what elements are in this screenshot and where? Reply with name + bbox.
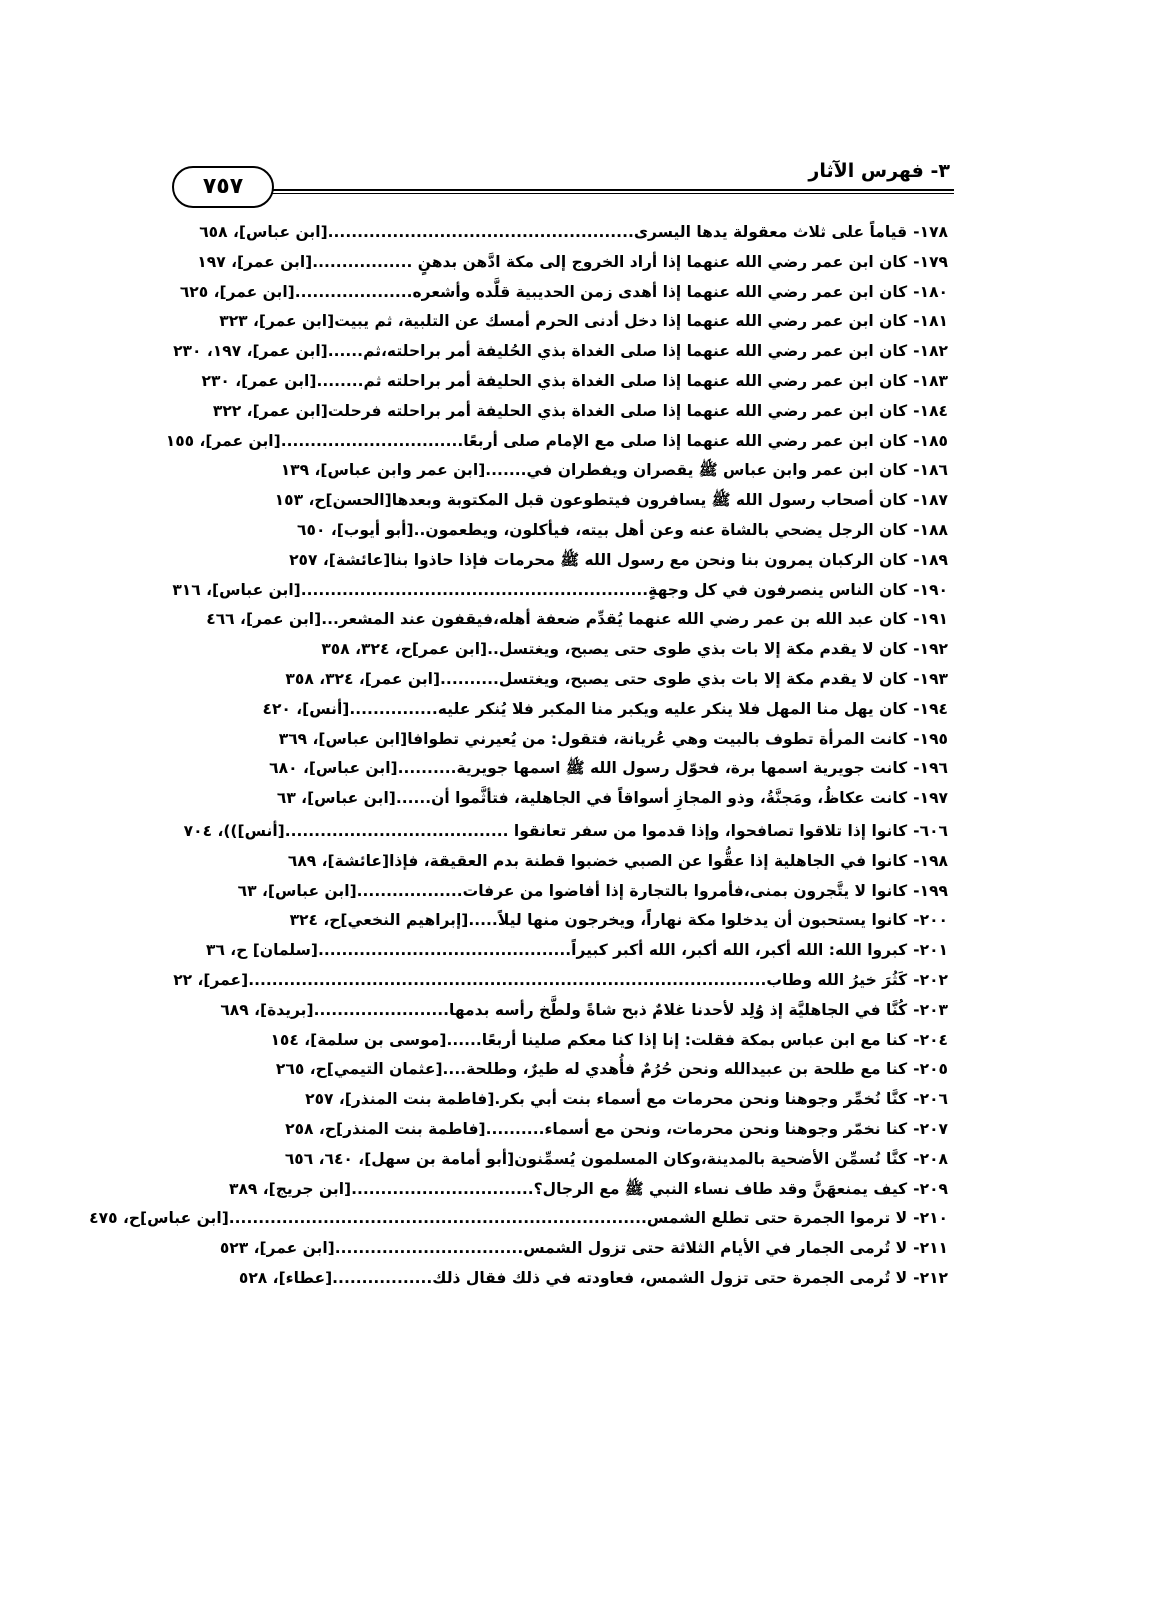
index-entry xyxy=(186,936,948,966)
entry-number: ٢١٢- xyxy=(913,1268,948,1287)
entry-number: ٢٠٣- xyxy=(913,1000,948,1019)
entry-number: ١٨٠- xyxy=(913,282,948,301)
index-entry xyxy=(186,1055,948,1085)
entry-reference: [بريدة]، ٦٨٩ xyxy=(220,1000,314,1019)
entry-text: كان ابن عمر رضي الله عنهما إذا أراد الخروج إلى مكة ادَّهن بدهنٍ ................. xyxy=(312,252,908,271)
entry-reference: [عطاء]، ٥٢٨ xyxy=(238,1268,333,1287)
entry-reference: [ابن عمر]، ٣٢٤، ٣٥٨ xyxy=(285,669,441,688)
entry-reference: [الحسن]ح، ١٥٣ xyxy=(274,491,392,510)
index-entry xyxy=(186,218,948,248)
section-title: ٣- فهرس الآثار xyxy=(808,160,950,182)
header-rule xyxy=(260,189,954,194)
index-entry xyxy=(186,847,948,877)
entry-number: ١٨٣- xyxy=(913,371,948,390)
entry-number: ٢٠١- xyxy=(913,941,948,960)
entry-number: ١٩٠- xyxy=(913,580,948,599)
entry-reference: [ابن عباس]، ٣٦٩ xyxy=(278,729,408,748)
entry-text: كان ابن عمر وابن عباس ﷺ يقصران ويفطران في....... xyxy=(485,461,908,480)
index-entry xyxy=(186,307,948,337)
entry-number: ١٩٧- xyxy=(913,789,948,808)
index-entry xyxy=(186,725,948,755)
entry-reference: [أنس]، ٤٢٠ xyxy=(262,699,350,718)
index-entry xyxy=(186,695,948,725)
entry-number: ٢١٠- xyxy=(913,1209,948,1228)
entry-reference: [ابن عباس]، ٦٣ xyxy=(237,881,357,900)
entry-reference: [سلمان] ح، ٣٦ xyxy=(205,941,318,960)
entry-text: كان الرجل يضحي بالشاة عنه وعن أهل بيته، فيأكلون، ويطعمون.. xyxy=(413,520,908,539)
entry-reference: [ابن عمر]، ١٩٧، ٢٣٠ xyxy=(173,342,328,361)
entry-text: كنا مع ابن عباس بمكة فقلت: إنا إذا كنا معكم صلينا أربعًا...... xyxy=(446,1030,908,1049)
index-entry xyxy=(186,1085,948,1115)
index-entry xyxy=(186,1264,948,1294)
index-entry xyxy=(173,337,948,367)
index-entry xyxy=(183,817,948,847)
entry-number: ٢١١- xyxy=(913,1239,948,1258)
index-entry xyxy=(186,1175,948,1205)
entry-number: ١٨٦- xyxy=(913,461,948,480)
entry-text: كان ابن عمر رضي الله عنهما إذا صلى الغداة بذي الحُليفة أمر براحلته،ثم...... xyxy=(327,342,908,361)
entry-text: لا ترموا الجمرة حتى تطلع الشمس....................................................................... xyxy=(228,1209,908,1228)
entry-number: ٢٠٦- xyxy=(913,1090,948,1109)
index-entry xyxy=(186,784,948,814)
entry-text: لا تُرمى الجمار في الأيام الثلاثة حتى تزول الشمس................................ xyxy=(334,1239,908,1258)
entry-text: كُنَّا في الجاهليَّة إذ وُلِد لأحدنا غلامٌ ذبح شاةً ولطَّخ رأسه بدمها....................... xyxy=(313,1000,908,1019)
entry-number: ١٨٨- xyxy=(913,520,948,539)
entry-text: كان عبد الله بن عمر رضي الله عنهما يُقدِّم ضعفة أهله،فيقفون عند المشعر... xyxy=(321,610,908,629)
index-entry xyxy=(186,1234,948,1264)
entry-number: ٦٠٦- xyxy=(913,821,948,840)
index-entry xyxy=(172,576,948,606)
index-entry xyxy=(186,1115,948,1145)
entry-number: ١٩١- xyxy=(913,610,948,629)
page-number: ٧٥٧ xyxy=(172,166,274,208)
entry-text: كنا مع طلحة بن عبيدالله ونحن حُرُمٌ فأُهدي له طيرٌ، وطلحة.... xyxy=(442,1060,908,1079)
index-entry xyxy=(89,1204,948,1234)
entry-text: كانت المرأة تطوف بالبيت وهي عُريانة، فتقول: من يُعيرني تطوافا xyxy=(407,729,908,748)
entry-reference: [ابن عمر]، ١٥٥ xyxy=(165,431,281,450)
index-entry xyxy=(186,605,948,635)
entry-text: كان ابن عمر رضي الله عنهما إذا صلى الغداة بذي الحليفة أمر براحلته ثم........ xyxy=(316,371,908,390)
index-entry xyxy=(186,877,948,907)
entry-reference: [عائشة]، ٢٥٧ xyxy=(289,550,391,569)
entry-reference: [ابن جريج]، ٣٨٩ xyxy=(228,1179,352,1198)
entry-reference: [ابن عمر]، ٣٢٢ xyxy=(212,401,328,420)
entry-text: لا تُرمى الجمرة حتى تزول الشمس، فعاودته في ذلك فقال ذلك................. xyxy=(332,1268,908,1287)
entry-number: ١٧٨- xyxy=(913,223,948,241)
entry-reference: [أبو أمامة بن سهل]، ٦٤٠، ٦٥٦ xyxy=(284,1149,515,1168)
athar-index-list xyxy=(89,218,948,1418)
entry-number: ١٨١- xyxy=(913,312,948,331)
entry-reference: [فاطمة بنت المنذر]، ٢٥٧ xyxy=(305,1090,495,1109)
entry-text: كنا نخمّر وجوهنا ونحن محرمات، ونحن مع أسماء.......... xyxy=(485,1119,908,1138)
entry-number: ١٩٤- xyxy=(913,699,948,718)
entry-number: ٢٠٠- xyxy=(913,911,948,930)
entry-number: ٢٠٨- xyxy=(913,1149,948,1168)
entry-text: كان أصحاب رسول الله ﷺ يسافرون فيتطوعون قبل المكتوبة وبعدها xyxy=(391,491,908,510)
index-entry xyxy=(186,635,948,665)
entry-number: ١٨٢- xyxy=(913,342,948,361)
entry-text: كنَّا نُسمِّن الأضحية بالمدينة،وكان المسلمون يُسمِّنون xyxy=(514,1149,908,1168)
entry-reference: [أنس]))، ٧٠٤ xyxy=(183,821,285,840)
entry-number: ١٩٨- xyxy=(913,851,948,870)
entry-text: كانوا يستحبون أن يدخلوا مكة نهاراً، ويخرجون منها ليلاً..... xyxy=(468,911,908,930)
index-entry xyxy=(165,427,948,457)
entry-number: ١٧٩- xyxy=(913,252,948,271)
entry-reference: [ابن عباس]، ٦٥٨ xyxy=(199,223,328,241)
entry-number: ١٩٥- xyxy=(913,729,948,748)
index-entry xyxy=(186,754,948,784)
entry-number: ٢٠٤- xyxy=(913,1030,948,1049)
entry-reference: [ابن عمر]، ٦٢٥ xyxy=(179,282,295,301)
entry-reference: [موسى بن سلمة]، ١٥٤ xyxy=(270,1030,447,1049)
entry-text: كان ابن عمر رضي الله عنهما إذا صلى الغداة بذي الحليفة أمر براحلته فرحلت xyxy=(327,401,908,420)
entry-text: كانوا في الجاهلية إذا عقُّوا عن الصبي خضبوا قطنة بدم العقيقة، فإذا xyxy=(389,851,908,870)
entry-reference: [ابن عباس]، ٦٣ xyxy=(276,789,396,808)
entry-reference: [أبو أيوب]، ٦٥٠ xyxy=(297,520,414,539)
entry-number: ١٩٢- xyxy=(913,640,948,659)
entry-text: كان ابن عمر رضي الله عنهما إذا دخل أدنى الحرم أمسك عن التلبية، ثم يبيت xyxy=(334,312,908,331)
entry-number: ٢٠٢- xyxy=(913,970,948,989)
entry-text: قياماً على ثلاث معقولة يدها اليسرى.................................................... xyxy=(327,223,908,241)
entry-reference: [عمر]، ٢٢ xyxy=(173,970,249,989)
index-entry xyxy=(186,665,948,695)
entry-reference: [ابن عباس]ح، ٤٧٥ xyxy=(89,1209,229,1228)
entry-reference: [ابن عباس]، ٣١٦ xyxy=(172,580,301,599)
entry-number: ١٩٩- xyxy=(913,881,948,900)
entry-reference: [ابن عمر]، ٥٢٣ xyxy=(219,1239,335,1258)
index-entry xyxy=(186,546,948,576)
entry-reference: [عثمان التيمي]ح، ٢٦٥ xyxy=(275,1060,443,1079)
index-entry xyxy=(186,906,948,936)
entry-number: ١٨٥- xyxy=(913,431,948,450)
index-entry xyxy=(179,278,948,308)
entry-text: كان ابن عمر رضي الله عنهما إذا صلى مع الإمام صلى أربعًا............................... xyxy=(280,431,908,450)
entry-text: كانوا إذا تلاقوا تصافحوا، وإذا قدموا من سفر تعانقوا ...................................... xyxy=(284,821,908,840)
entry-reference: [فاطمة بنت المنذر]ح، ٢٥٨ xyxy=(285,1119,486,1138)
entry-number: ١٨٧- xyxy=(913,491,948,510)
entry-reference: [ابن عمر]، ١٩٧ xyxy=(197,252,313,271)
index-entry xyxy=(186,1145,948,1175)
index-entry xyxy=(186,397,948,427)
index-entry xyxy=(173,966,948,996)
index-entry xyxy=(186,1026,948,1056)
entry-text: كانت عكاظُ، ومَجنَّةُ، وذو المجازِ أسواقاً في الجاهلية، فتأثَّموا أن...... xyxy=(395,789,908,808)
page-header xyxy=(172,156,954,206)
entry-reference: [ابن عباس]، ٦٨٠ xyxy=(269,759,398,778)
entry-text: كَثُرَ خيرُ الله وطاب........................................................................................ xyxy=(248,970,908,989)
entry-number: ٢٠٧- xyxy=(913,1119,948,1138)
entry-reference: [ابن عمر]، ٢٣٠ xyxy=(201,371,317,390)
entry-number: ١٨٤- xyxy=(913,401,948,420)
index-entry xyxy=(186,516,948,546)
entry-text: كان لا يقدم مكة إلا بات بذي طوى حتى يصبح، ويغتسل.. xyxy=(487,640,908,659)
entry-reference: [ابن عمر]، ٤٦٦ xyxy=(206,610,322,629)
entry-text: كانت جويرية اسمها برة، فحوّل رسول الله ﷺ اسمها جويرية.......... xyxy=(397,759,908,778)
entry-number: ١٩٣- xyxy=(913,669,948,688)
entry-text: كيف يمنعهَنَّ وقد طاف نساء النبي ﷺ مع الرجال؟............................... xyxy=(351,1179,908,1198)
entry-reference: [ابن عمر]، ٣٢٣ xyxy=(219,312,335,331)
entry-text: كان الركبان يمرون بنا ونحن مع رسول الله ﷺ محرمات فإذا حاذوا بنا xyxy=(390,550,908,569)
entry-reference: [ابن عمر]ح، ٣٢٤، ٣٥٨ xyxy=(321,640,488,659)
entry-number: ٢٠٩- xyxy=(913,1179,948,1198)
entry-text: كبروا الله: الله أكبر، الله أكبر، الله أكبر كبيراً........................................... xyxy=(317,941,908,960)
entry-text: كان لا يقدم مكة إلا بات بذي طوى حتى يصبح، ويغتسل.......... xyxy=(440,669,908,688)
entry-text: كانوا لا يتَّجرون بمنى،فأمروا بالتجارة إذا أفاضوا من عرفات.................. xyxy=(356,881,908,900)
entry-text: كان يهل منا المهل فلا ينكر عليه ويكبر منا المكبر فلا يُنكر عليه............... xyxy=(349,699,908,718)
index-entry xyxy=(186,486,948,516)
entry-number: ١٨٩- xyxy=(913,550,948,569)
entry-number: ٢٠٥- xyxy=(913,1060,948,1079)
entry-reference: [ابن عمر وابن عباس]، ١٣٩ xyxy=(280,461,486,480)
entry-reference: [إبراهيم النخعي]ح، ٣٢٤ xyxy=(289,911,469,930)
entry-reference: [عائشة]، ٦٨٩ xyxy=(287,851,390,870)
index-entry xyxy=(186,456,948,486)
index-entry xyxy=(186,996,948,1026)
entry-text: كان ابن عمر رضي الله عنهما إذا أهدى زمن الحديبية قلَّده وأشعره.................... xyxy=(294,282,908,301)
entry-number: ١٩٦- xyxy=(913,759,948,778)
entry-text: كنَّا نُخمِّر وجوهنا ونحن محرمات مع أسماء بنت أبي بكر. xyxy=(494,1090,908,1109)
index-entry xyxy=(186,367,948,397)
index-entry xyxy=(186,248,948,278)
entry-text: كان الناس ينصرفون في كل وجهةٍ........................................................... xyxy=(300,580,908,599)
